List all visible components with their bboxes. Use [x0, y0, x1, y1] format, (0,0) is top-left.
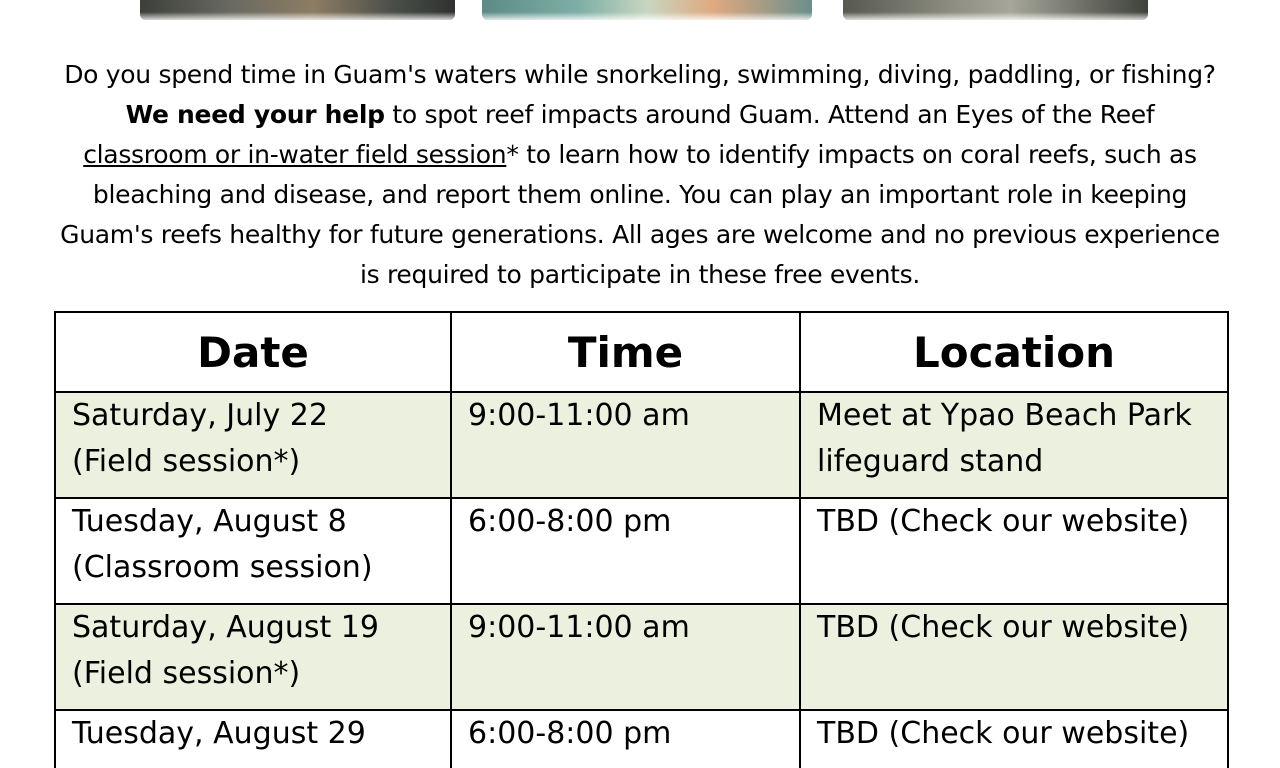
time-cell [451, 498, 800, 604]
location-cell [800, 392, 1228, 498]
location-text: Meet at Ypao Beach Park [817, 398, 1192, 433]
table-header-row [55, 312, 1228, 392]
date-text: Saturday, August 19 [72, 610, 379, 645]
reef-photo-1 [140, 0, 455, 20]
date-cell [55, 604, 451, 710]
reef-photo-2 [482, 0, 812, 20]
time-cell [451, 710, 800, 768]
intro-text-3: * to learn how to identify impacts on coral reefs, such as bleaching and disease, and report them online. You can play an important role in keeping Guam's reefs healthy for future generations. All ages are welcome and no previous experience is required to participate in these free events. [60, 140, 1220, 289]
time-text: 9:00-11:00 am [468, 610, 690, 645]
header-time: Time [451, 312, 800, 392]
table-row [55, 392, 1228, 498]
table-row [55, 604, 1228, 710]
location-text: TBD (Check our website) [817, 716, 1190, 751]
schedule-table [54, 311, 1229, 768]
time-text: 6:00-8:00 pm [468, 504, 672, 539]
header-date: Date [55, 312, 451, 392]
location-cell [800, 498, 1228, 604]
location-cell [800, 604, 1228, 710]
reef-photo-3 [843, 0, 1148, 20]
intro-underlined-text: classroom or in-water field session [83, 140, 507, 169]
table-row [55, 498, 1228, 604]
time-cell [451, 392, 800, 498]
header-location: Location [800, 312, 1228, 392]
session-type-text: (Field session*) [72, 444, 301, 479]
session-type-text: (Field session*) [72, 656, 301, 691]
time-text: 9:00-11:00 am [468, 398, 690, 433]
location-cell [800, 710, 1228, 768]
date-cell [55, 392, 451, 498]
date-text: Tuesday, August 8 [72, 504, 347, 539]
session-type-text: (Classroom session) [72, 550, 373, 585]
intro-text-2: to spot reef impacts around Guam. Attend an Eyes of the Reef [384, 100, 1155, 129]
table-row [55, 710, 1228, 768]
date-text: Saturday, July 22 [72, 398, 328, 433]
date-cell [55, 498, 451, 604]
intro-bold-text: We need your help [125, 100, 385, 129]
intro-text-1: Do you spend time in Guam's waters while snorkeling, swimming, diving, paddling, or fishing? [64, 60, 1216, 89]
location-text: TBD (Check our website) [817, 610, 1190, 645]
date-cell [55, 710, 451, 768]
date-text: Tuesday, August 29 [72, 716, 366, 751]
time-text: 6:00-8:00 pm [468, 716, 672, 751]
location-text-2: lifeguard stand [817, 444, 1044, 479]
time-cell [451, 604, 800, 710]
intro-paragraph [60, 55, 1220, 295]
location-text: TBD (Check our website) [817, 504, 1190, 539]
